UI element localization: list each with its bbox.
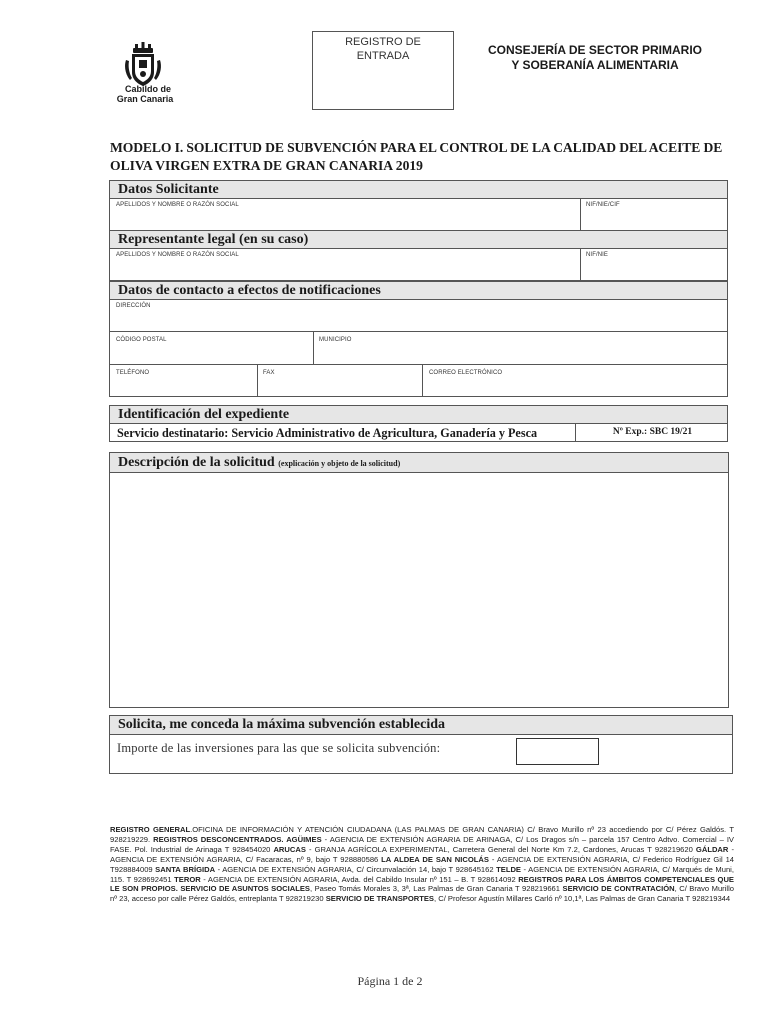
consejeria-line2: Y SOBERANÍA ALIMENTARIA bbox=[511, 58, 679, 72]
solicitante-name-field[interactable] bbox=[109, 198, 581, 231]
correo-electronico-field[interactable] bbox=[422, 364, 728, 397]
section-descripcion-solicitud bbox=[109, 452, 729, 473]
representante-name-field[interactable] bbox=[109, 248, 581, 281]
servicio-destinatario-text: Servicio destinatario: Servicio Administrativo de Agricultura, Ganadería y Pesca bbox=[117, 426, 538, 440]
telefono-label: TELÉFONO bbox=[116, 370, 150, 376]
logo-text-line2: Gran Canaria bbox=[116, 94, 174, 104]
section-datos-contacto-title: Datos de contacto a efectos de notificaciones bbox=[118, 283, 381, 298]
section-descripcion-note: (explicación y objeto de la solicitud) bbox=[278, 459, 401, 468]
servicio-destinatario bbox=[109, 423, 576, 442]
importe-row bbox=[109, 734, 733, 774]
representante-nif-label: NIF/NIE bbox=[586, 252, 609, 258]
representante-name-label: APELLIDOS Y NOMBRE O RAZÓN SOCIAL bbox=[116, 252, 239, 258]
fax-field[interactable] bbox=[257, 364, 423, 397]
solicitante-name-label: APELLIDOS Y NOMBRE O RAZÓN SOCIAL bbox=[116, 202, 239, 208]
numero-expediente-text: Nº Exp.: SBC 19/21 bbox=[612, 427, 693, 437]
telefono-field[interactable] bbox=[109, 364, 258, 397]
descripcion-textarea[interactable] bbox=[109, 472, 729, 708]
form-title-line2: OLIVA VIRGEN EXTRA DE GRAN CANARIA 2019 bbox=[110, 158, 423, 173]
section-datos-solicitante-title: Datos Solicitante bbox=[118, 182, 219, 197]
section-solicita-title: Solicita, me conceda la máxima subvención establecida bbox=[118, 717, 446, 732]
municipio-label: MUNICIPIO bbox=[319, 337, 352, 343]
direccion-field[interactable] bbox=[109, 299, 728, 332]
codigo-postal-field[interactable] bbox=[109, 331, 314, 365]
fax-label: FAX bbox=[263, 370, 275, 376]
municipio-field[interactable] bbox=[313, 331, 728, 365]
importe-input[interactable] bbox=[516, 738, 599, 765]
numero-expediente bbox=[575, 423, 728, 442]
direccion-label: DIRECCIÓN bbox=[116, 303, 151, 309]
section-expediente-title: Identificación del expediente bbox=[118, 407, 290, 422]
page-number: Página 1 de 2 bbox=[357, 974, 423, 988]
coat-of-arms-icon bbox=[108, 42, 178, 88]
footer-registry-addresses: REGISTRO GENERAL.OFICINA DE INFORMACIÓN Y ATENCIÓN CIUDADANA (LAS PALMAS DE GRAN CANARIA) C/ Bravo Murillo nº 23 accediendo por C/ Pérez Galdós. T 928219229. REGISTROS DESCONCENTRADOS. AGÜIMES - AGENCIA DE EXTENSIÓN AGRARIA DE ARINAGA, C/ Los Dragos s/n – parcela 157 Centro Adtvo. Comercial – IV FASE. Pol. Industrial de Arinaga T 928454020 ARUCAS - GRANJA AGRÍCOLA EXPERIMENTAL, Carretera General del Norte Km 7.2, Cardones, Arucas T 928219620 GÁLDAR - AGENCIA DE EXTENSIÓN AGRARIA, C/ Facaracas, nº 9, bajo T 928880586 LA ALDEA DE SAN NICOLÁS - AGENCIA DE EXTENSIÓN AGRARIA, C/ Federico Rodríguez Gil 14 T928884009 SANTA BRÍGIDA - AGENCIA DE EXTENSIÓN AGRARIA, C/ Circunvalación 14, bajo T 928645162 TELDE - AGENCIA DE EXTENSIÓN AGRARIA, C/ Marqués de Muni, 115. T 928692451 TEROR - AGENCIA DE EXTENSIÓN AGRARIA, Avda. del Cabildo Insular nº 151 – B. T 928614092 REGISTROS PARA LOS ÁMBITOS COMPETENCIALES QUE LE SON PROPIOS. SERVICIO DE ASUNTOS SOCIALES, Paseo Tomás Morales 3, 3ª, Las Palmas de Gran Canaria T 928219661 SERVICIO DE CONTRATACIÓN, C/ Bravo Murillo nº 23, acceso por calle Pérez Galdós, entreplanta T 928219230 SERVICIO DE TRANSPORTES, C/ Profesor Agustín Millares Carló nº 10,1ª, Las Palmas de Gran Canaria T 928219344 bbox=[110, 825, 735, 904]
section-datos-contacto bbox=[109, 281, 728, 300]
section-identificacion-expediente bbox=[109, 405, 728, 424]
logo-text-line1: Cabildo de bbox=[124, 84, 171, 94]
registro-label-line1: REGISTRO DE bbox=[345, 36, 421, 48]
codigo-postal-label: CÓDIGO POSTAL bbox=[116, 337, 167, 343]
consejeria-line1: CONSEJERÍA DE SECTOR PRIMARIO bbox=[487, 43, 703, 57]
form-title-line1: MODELO I. SOLICITUD DE SUBVENCIÓN PARA EL CONTROL DE LA CALIDAD DEL ACEITE DE bbox=[110, 140, 723, 155]
logo bbox=[108, 42, 178, 104]
correo-electronico-label: CORREO ELECTRÓNICO bbox=[429, 370, 503, 376]
section-datos-solicitante bbox=[109, 180, 728, 199]
registro-entrada-box bbox=[312, 31, 454, 110]
importe-label: Importe de las inversiones para las que se solicita subvención: bbox=[117, 741, 441, 755]
section-representante-title: Representante legal (en su caso) bbox=[118, 232, 309, 247]
section-representante-legal bbox=[109, 230, 728, 249]
solicitante-nif-field[interactable] bbox=[580, 198, 728, 231]
section-solicita bbox=[109, 715, 733, 735]
registro-label-line2: ENTRADA bbox=[356, 50, 410, 62]
section-descripcion-title: Descripción de la solicitud bbox=[118, 455, 275, 470]
representante-nif-field[interactable] bbox=[580, 248, 728, 281]
solicitante-nif-label: NIF/NIE/CIF bbox=[586, 202, 620, 208]
